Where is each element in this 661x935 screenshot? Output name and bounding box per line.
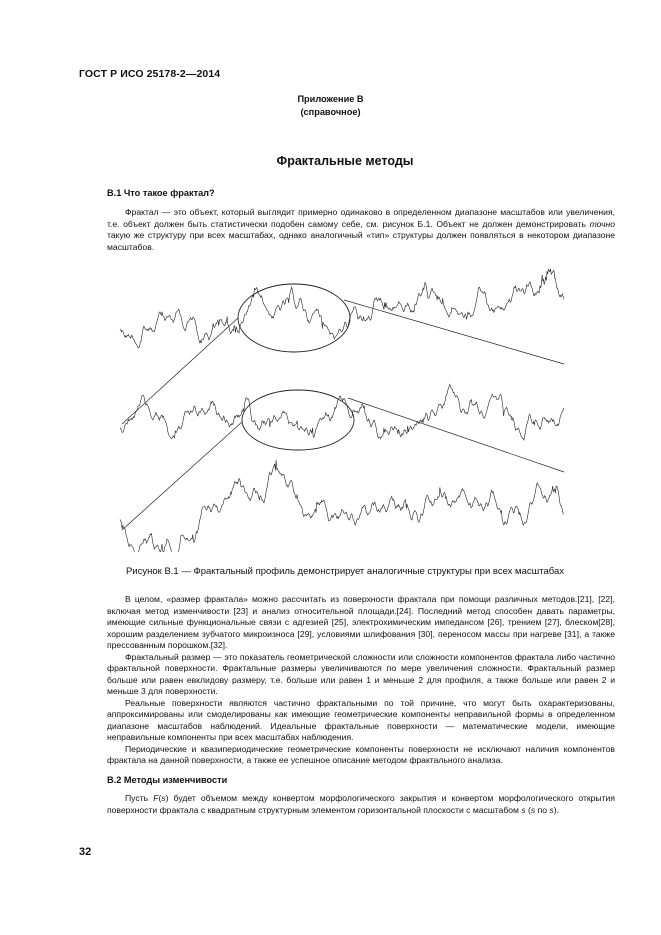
body-paragraph-2: Фрактальный размер — это показатель геометрической сложности или сложности компонентов фрактала либо частично фрактальной поверхности. Фрактальные размеры увеличиваются по мере увеличения сложности. Фрактальный размер больше или равен евклидову размеру, т.е. больше или равен 1 и меньше 2 для профиля, а также больше или равен 2 и меньше 3 для поверхности. <box>107 651 615 696</box>
zoom-ellipse-top <box>238 284 350 352</box>
zoom-line-2b <box>348 398 564 472</box>
fractal-profile-trace-middle <box>120 384 564 440</box>
b2-text-c: ) будет объемом между конвертом морфологического закрытия и конвертом морфологического открытия поверхности фрактала с квадратным структурным элементом горизонтальной плоскости с масштабом <box>107 793 615 815</box>
b1-paragraph <box>107 207 615 253</box>
page-number: 32 <box>79 846 92 858</box>
b2-text-d: ( <box>525 804 531 815</box>
body-paragraph-1: В целом, «размер фрактала» можно рассчитать из поверхности фрактала при помощи различных методов.[21], [22], включая метод изменчивости [23] и анализ относительной площади.[24]. Последний метод способен давать параметры, имеющие сильные функциональные связи с адгезией [25], электрохимическим импедансом [26], трением [27], блеском[28], хорошим разделением зубчатого микроизноса [29], условиями шлифования [30], переносом массы при нагреве [31], а также прессованным порошком.[32]. <box>107 594 615 650</box>
b2-text-e: по <box>535 804 550 815</box>
figure-caption: Рисунок В.1 — Фрактальный профиль демонстрирует аналогичные структуры при всех масштабах <box>125 566 565 577</box>
b2-var-s3: s <box>530 804 536 815</box>
b2-text-a: Пусть <box>125 793 154 803</box>
fractal-profile-figure <box>108 262 570 552</box>
b2-paragraph <box>107 793 615 816</box>
heading-b2: В.2 Методы изменчивости <box>107 775 228 785</box>
b2-var-s2: s <box>521 804 526 815</box>
b2-text-b: ( <box>158 793 162 803</box>
b1-text-emphasis: точно <box>589 218 615 229</box>
body-paragraph-4: Периодические и квазипериодические геометрические компоненты поверхности не исключают наличия компонентов фрактала на данной поверхности, а также ее успешное описание методом фрактального анализа. <box>107 743 615 765</box>
b2-var-s4: s <box>549 804 554 815</box>
zoom-line-1b <box>344 300 564 364</box>
b1-text-1: Фрактал — это объект, который выглядит примерно одинаково в определенном диапазоне масштабов или увеличения, т.е. объект должен быть статистически подобен самому себе, см. рисунок Б.1. Объект не должен демонстрировать <box>107 207 615 229</box>
b1-text-2: такую же структуру при всех масштабах, однако аналогичный «тип» структуры должен появляться в некотором диапазоне масштабов. <box>107 230 615 252</box>
document-code: ГОСТ Р ИСО 25178-2—2014 <box>79 68 221 80</box>
body-text <box>107 594 615 767</box>
appendix-subtitle: (справочное) <box>300 107 361 117</box>
appendix-heading <box>0 93 661 119</box>
b2-var-F: F <box>153 793 159 803</box>
body-paragraph-3: Реальные поверхности являются частично фрактальными по той причине, что могут быть охарактеризованы, аппроксимированы или смоделированы как имеющие геометрические компоненты неправильной формы в определенном диапазоне масштабов наблюдений. Идеальные фрактальные поверхности — математические модели, имеющие неправильные компоненты при всех масштабах наблюдения. <box>107 697 615 742</box>
zoom-line-2a <box>122 422 242 530</box>
zoom-line-1a <box>122 318 238 424</box>
heading-b1: В.1 Что такое фрактал? <box>107 188 215 198</box>
b2-text-f: ). <box>553 804 559 815</box>
appendix-title: Приложение В <box>297 94 364 104</box>
fractal-profile-trace-bottom <box>120 460 564 552</box>
zoom-ellipse-middle <box>242 390 354 450</box>
b2-var-s1: s <box>161 793 166 803</box>
section-title: Фрактальные методы <box>276 154 414 168</box>
